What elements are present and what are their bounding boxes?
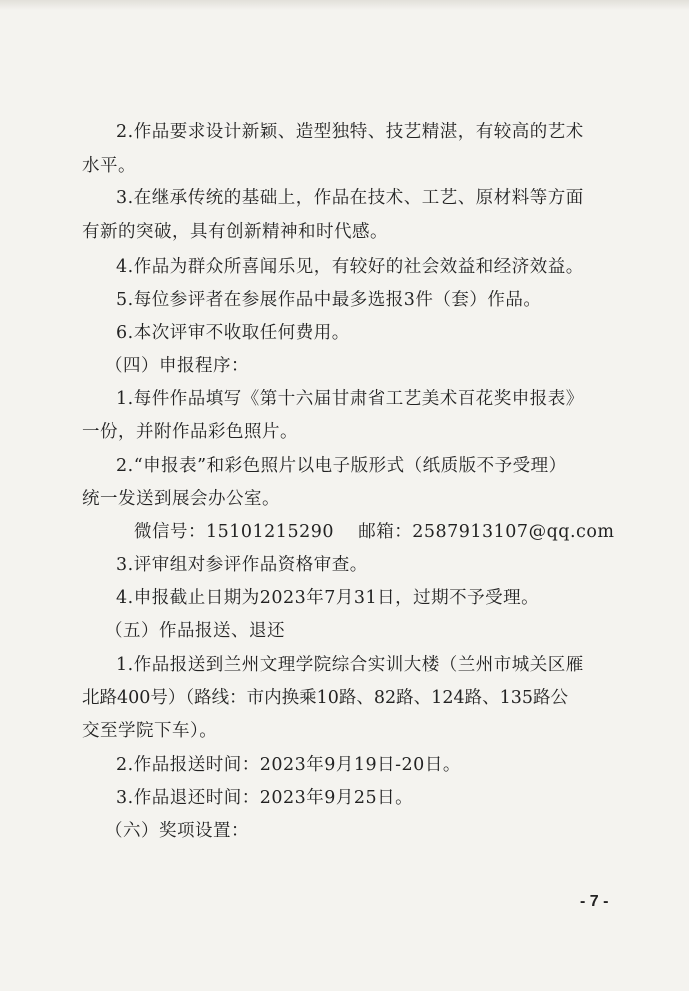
procedure-1-line2: 一份，并附作品彩色照片。: [82, 422, 298, 442]
delivery-3: 3.作品退还时间：2023年9月25日。: [116, 788, 414, 808]
requirement-3-line2: 有新的突破，具有创新精神和时代感。: [82, 222, 388, 242]
delivery-1-line3: 交至学院下车）。: [82, 721, 218, 741]
delivery-1-line1: 1.作品报送到兰州文理学院综合实训大楼（兰州市城关区雁: [116, 655, 584, 675]
procedure-2-line2: 统一发送到展会办公室。: [82, 489, 280, 509]
requirement-2-line2: 水平。: [82, 156, 136, 176]
procedure-3: 3.评审组对参评作品资格审查。: [116, 555, 368, 575]
delivery-1-line2: 北路400号）（路线：市内换乘10路、82路、124路、135路公: [82, 688, 568, 708]
section-4-heading: （四）申报程序：: [105, 356, 249, 376]
page-number: - 7 -: [580, 893, 609, 910]
requirement-4: 4.作品为群众所喜闻乐见，有较好的社会效益和经济效益。: [116, 257, 584, 277]
delivery-2: 2.作品报送时间：2023年9月19日-20日。: [116, 755, 461, 775]
requirement-2-line1: 2.作品要求设计新颖、造型独特、技艺精湛，有较高的艺术: [116, 122, 584, 142]
section-5-heading: （五）作品报送、退还: [105, 621, 285, 641]
section-6-heading: （六）奖项设置：: [105, 821, 249, 841]
scan-top-edge: [0, 0, 689, 10]
requirement-5: 5.每位参评者在参展作品中最多选报3件（套）作品。: [116, 290, 542, 310]
contact-info: 微信号：15101215290 邮箱：2587913107@qq.com: [134, 522, 615, 542]
requirement-3-line1: 3.在继承传统的基础上，作品在技术、工艺、原材料等方面: [116, 188, 584, 208]
requirement-6: 6.本次评审不收取任何费用。: [116, 323, 350, 343]
procedure-1-line1: 1.每件作品填写《第十六届甘肃省工艺美术百花奖申报表》: [116, 389, 584, 409]
procedure-2-line1: 2.“申报表”和彩色照片以电子版形式（纸质版不予受理）: [116, 456, 567, 476]
procedure-4: 4.申报截止日期为2023年7月31日，过期不予受理。: [116, 588, 540, 608]
